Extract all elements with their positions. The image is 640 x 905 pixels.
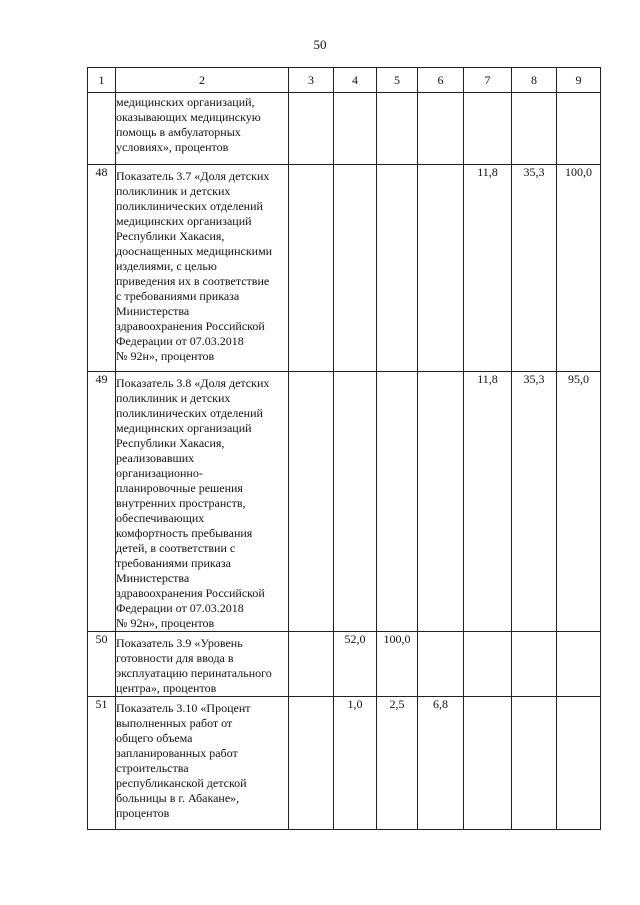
indicator-description: медицинских организаций, оказывающих медицинскую помощь в амбулаторных условиях», процентов <box>116 93 289 165</box>
value-cell <box>289 372 334 632</box>
value-cell <box>334 372 377 632</box>
column-header: 6 <box>418 68 464 93</box>
value-cell <box>289 93 334 165</box>
row-number: 51 <box>88 697 116 830</box>
value-cell <box>377 93 418 165</box>
value-cell: 1,0 <box>334 697 377 830</box>
column-header: 3 <box>289 68 334 93</box>
indicator-description: Показатель 3.7 «Доля детских поликлиник и детских поликлинических отделений медицинских организаций Республики Хакасия, дооснащенных медицинскими изделиями, с целью приведения их в соответствие с требованиями приказа Министерства здравоохранения Российской Федерации от 07.03.2018 № 92н», процентов <box>116 165 289 372</box>
page-number: 50 <box>313 37 327 52</box>
value-cell <box>289 632 334 697</box>
value-cell: 2,5 <box>377 697 418 830</box>
column-header: 7 <box>464 68 512 93</box>
value-cell <box>418 372 464 632</box>
value-cell <box>418 632 464 697</box>
value-cell <box>512 93 557 165</box>
value-cell <box>464 697 512 830</box>
value-cell: 11,8 <box>464 372 512 632</box>
value-cell: 100,0 <box>557 165 601 372</box>
table-header-row <box>88 68 601 93</box>
row-number: 50 <box>88 632 116 697</box>
row-number: 49 <box>88 372 116 632</box>
column-header: 5 <box>377 68 418 93</box>
value-cell: 35,3 <box>512 372 557 632</box>
value-cell <box>557 697 601 830</box>
value-cell <box>418 93 464 165</box>
row-number <box>88 93 116 165</box>
table-row <box>88 697 601 830</box>
value-cell: 11,8 <box>464 165 512 372</box>
value-cell <box>464 632 512 697</box>
indicator-description: Показатель 3.10 «Процент выполненных работ от общего объема запланированных работ строительства республиканской детской больницы в г. Абакане», процентов <box>116 697 289 830</box>
value-cell <box>557 93 601 165</box>
row-number: 48 <box>88 165 116 372</box>
column-header: 4 <box>334 68 377 93</box>
value-cell <box>512 632 557 697</box>
value-cell <box>289 697 334 830</box>
value-cell: 6,8 <box>418 697 464 830</box>
value-cell: 52,0 <box>334 632 377 697</box>
column-header: 8 <box>512 68 557 93</box>
table-row <box>88 372 601 632</box>
value-cell <box>377 372 418 632</box>
value-cell <box>557 632 601 697</box>
indicator-description: Показатель 3.8 «Доля детских поликлиник и детских поликлинических отделений медицинских организаций Республики Хакасия, реализовавших организационно- планировочные решения внутренних пространств, обеспечивающих комфортность пребывания детей, в соответствии с требованиями приказа Министерства здравоохранения Российской Федерации от 07.03.2018 № 92н», процентов <box>116 372 289 632</box>
value-cell: 95,0 <box>557 372 601 632</box>
value-cell <box>512 697 557 830</box>
value-cell: 100,0 <box>377 632 418 697</box>
column-header: 1 <box>88 68 116 93</box>
indicator-table <box>87 67 601 830</box>
value-cell <box>334 165 377 372</box>
value-cell: 35,3 <box>512 165 557 372</box>
value-cell <box>464 93 512 165</box>
column-header: 2 <box>116 68 289 93</box>
value-cell <box>377 165 418 372</box>
table-row <box>88 93 601 165</box>
value-cell <box>418 165 464 372</box>
table-row <box>88 165 601 372</box>
value-cell <box>289 165 334 372</box>
table-row <box>88 632 601 697</box>
indicator-description: Показатель 3.9 «Уровень готовности для ввода в эксплуатацию перинатального центра», процентов <box>116 632 289 697</box>
value-cell <box>334 93 377 165</box>
column-header: 9 <box>557 68 601 93</box>
